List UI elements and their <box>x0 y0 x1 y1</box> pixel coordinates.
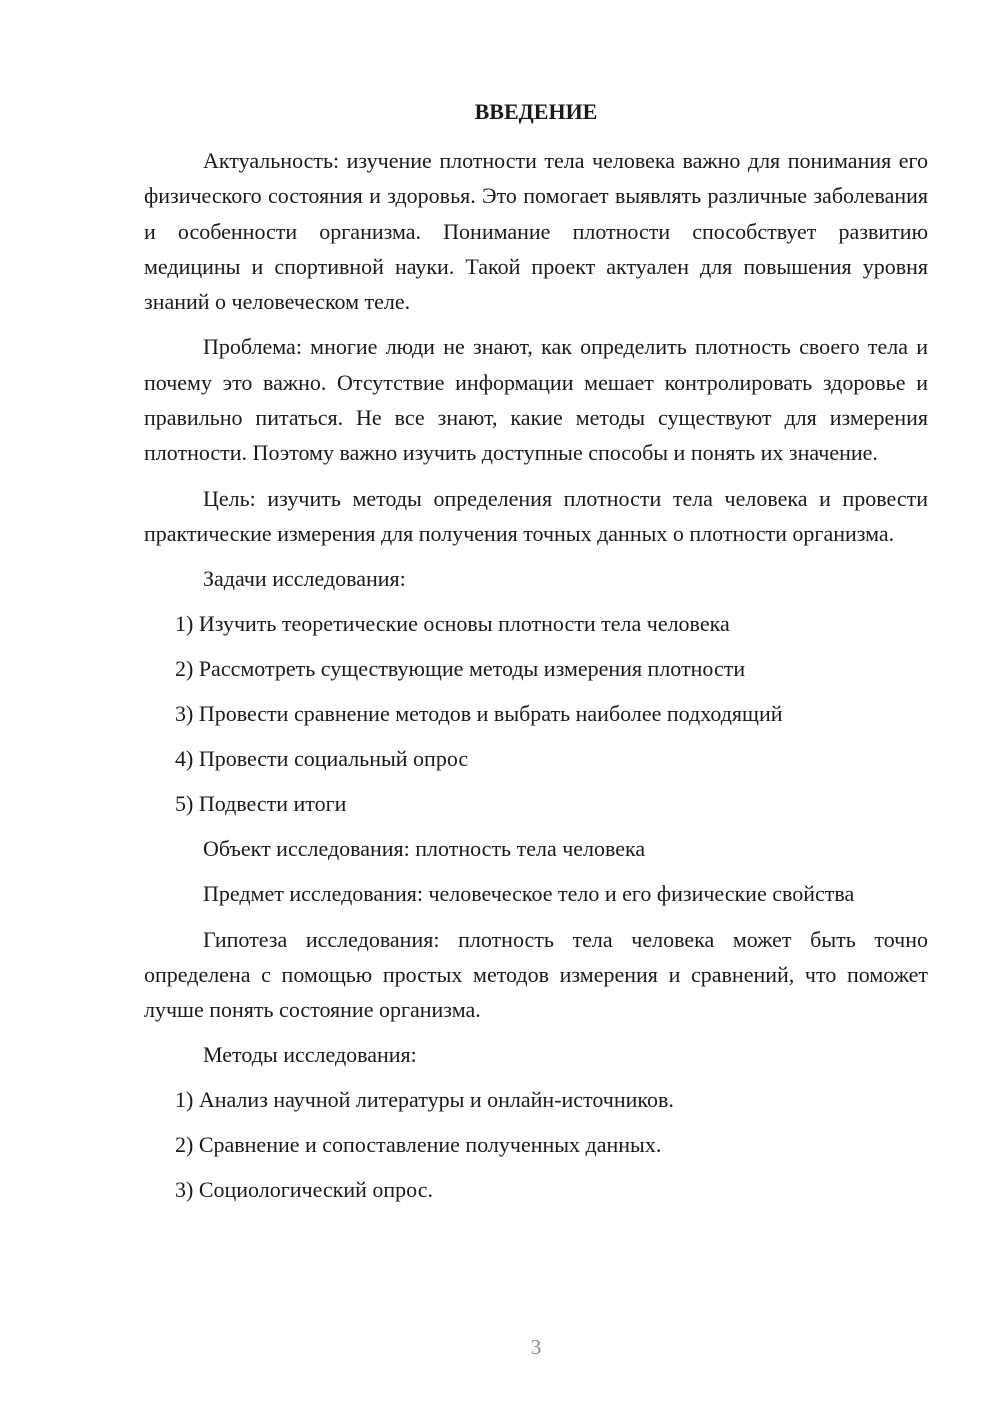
list-item: 2) Сравнение и сопоставление полученных данных. <box>175 1132 662 1158</box>
methods-label: Методы исследования: <box>203 1042 417 1068</box>
object-paragraph: Объект исследования: плотность тела человека <box>203 836 646 862</box>
hypothesis-paragraph: Гипотеза исследования: плотность тела человека может быть точно определена с помощью простых методов измерения и сравнений, что поможет лучше понять состояние организма. <box>144 926 928 1023</box>
document-body <box>144 143 928 1217</box>
subject-paragraph: Предмет исследования: человеческое тело и его физические свойства <box>203 881 855 907</box>
list-item: 4) Провести социальный опрос <box>175 746 469 772</box>
page-number: 3 <box>530 1335 542 1359</box>
list-item: 1) Анализ научной литературы и онлайн-источников. <box>175 1087 674 1113</box>
methods-list <box>144 1082 928 1207</box>
section-heading: ВВЕДЕНИЕ <box>474 99 598 124</box>
problem-paragraph: Проблема: многие люди не знают, как определить плотность своего тела и почему это важно. Отсутствие информации мешает контролировать здоровье и правильно питаться. Не все знают, какие методы существуют для измерения плотности. Поэтому важно изучить доступные способы и понять их значение. <box>144 334 928 466</box>
list-item: 3) Провести сравнение методов и выбрать наиболее подходящий <box>175 701 783 727</box>
list-item: 3) Социологический опрос. <box>175 1177 433 1203</box>
list-item: 2) Рассмотреть существующие методы измерения плотности <box>175 656 746 682</box>
list-item: 1) Изучить теоретические основы плотности тела человека <box>175 611 730 637</box>
relevance-paragraph: Актуальность: изучение плотности тела человека важно для понимания его физического состояния и здоровья. Это помогает выявлять различные заболевания и особенности организма. Понимание плотности способствует развитию медицины и спортивной науки. Такой проект актуален для повышения уровня знаний о человеческом теле. <box>144 148 928 315</box>
tasks-list <box>144 606 928 821</box>
tasks-label: Задачи исследования: <box>203 566 406 592</box>
goal-paragraph: Цель: изучить методы определения плотности тела человека и провести практические измерения для получения точных данных о плотности организма. <box>144 485 928 546</box>
list-item: 5) Подвести итоги <box>175 791 347 817</box>
